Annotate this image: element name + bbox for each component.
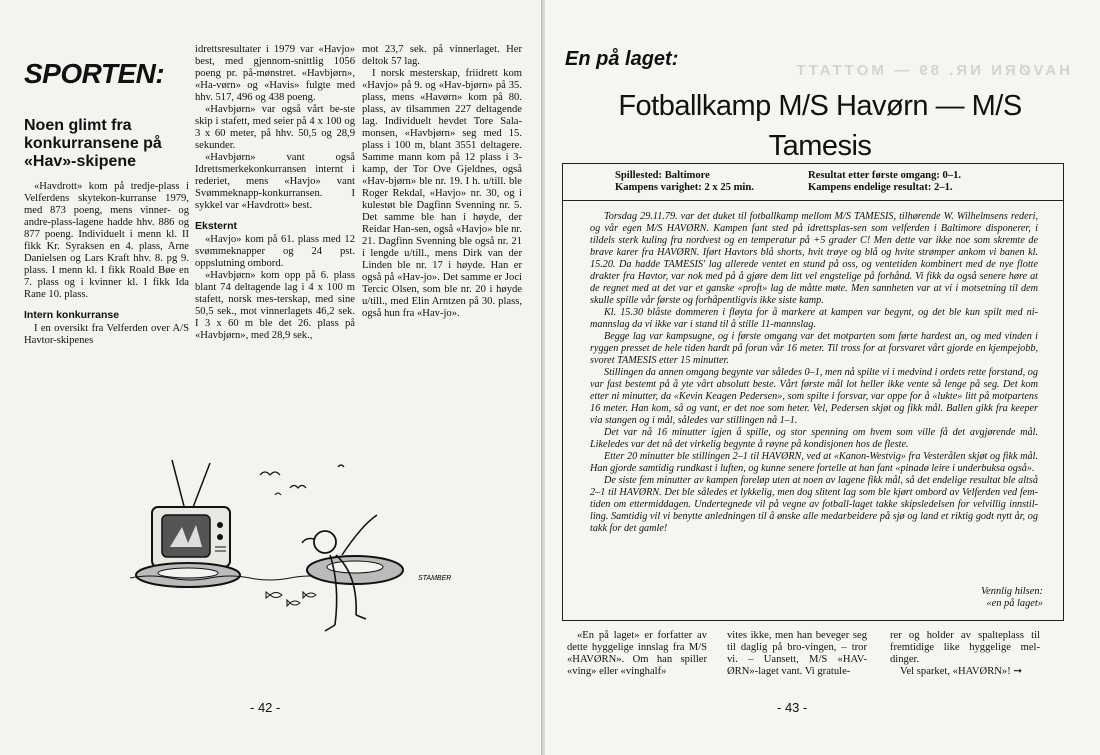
column-1 [24, 181, 189, 347]
column-2 [195, 44, 355, 342]
signoff [981, 586, 1043, 610]
bleed-through-text: HAVØRN NR. 89 — MOTTATT [793, 62, 1070, 79]
column-3 [362, 44, 522, 320]
article-kicker: En på laget: [565, 48, 679, 70]
paragraph: I norsk mesterskap, friidrett kom «Havjo» på 9. og «Hav-bjørn» på 35. plass, mens «Havørn» kom på 80. plass, av tilsammen 227 deltagende lag. Individuelt hevdet Tore Sala-monsen, «Havbjørn» seg med 15. plass i 100 m, blant 3551 deltagere. Samme mann kom på 12 plass i 3-kamp, der Tor Ove Gjeldnes, også «Hav-bjørn» ble nr. 19. I h. u/till. ble Roger Rekdal, «Havjo» nr. 30, og i kulestøt ble Dagfinn Svenning nr. 5. Det samme ble han i høyde, der Reidar Han-sen, også «Havjo» ble nr. 21. Dagfinn Svenning ble også nr. 21 i lengde u/till., mens Dirk van der Linden ble nr. 17 i høyde. Han er også på «Hav-jo». Det samme er Joci Tercic Olsen, som ble nr. 20 i høyde u/till., med Elin Arntzen på 30. plass, også hun fra «Hav-jo». [362, 68, 522, 319]
editor-note-col-2 [727, 630, 867, 678]
paragraph: Det var nå 16 minutter igjen å spille, og stor spenning om hvem som ville få det avgjørende mål. Likeledes var det nå det virkelig begynte å røyne på kondisjonen hos de fleste. [590, 427, 1038, 450]
page-number: - 43 - [777, 700, 808, 715]
paragraph: Kl. 15.30 blåste dommeren i fløyta for å markere at kampen var begynt, og det ble kun spilt med ni-mannslag da vi ikke var i stand til å stille 11-mannslag. [590, 307, 1038, 330]
paragraph: Begge lag var kampsugne, og i første omgang var det motparten som førte hardest an, og med vinden i ryggen presset de hele tiden hardt på foran vår 16 meter. Til tross for at forsvaret vårt gjorde en kjempejobb, svoret TAMESIS etter 15 minutter. [590, 331, 1038, 366]
paragraph: vites ikke, men han beveger seg til daglig på bro-vingen, – tror vi. – Uansett, M/S «HAV-ØRN»-laget vant. Vi gratule- [727, 630, 867, 677]
paragraph: «Havbjørn» vant også Idrettsmerkekonkurransen internt i rederiet, mens «Havjo» vant Svømmeknapp-konkurransen. I sykkel var «Havdrott» best. [195, 152, 355, 211]
paragraph: Torsdag 29.11.79. var det duket til fotballkamp mellom M/S TAMESIS, tilhørende W. Wilhelmsens rederi, og vår egen M/S HAVØRN. Kampen fant sted på idrettsplas-sen som velferden i Baltimore disponerer, i tildels sterk kuling fra nordvest og en temperatur på +5 grader C! Men dette var ikke noe som skremte de brave karer fra HAVØRN. Iført Havtors blå shorts, hvit trøye og blå og hvite strømper ankom vi banen kl. 15.20. Da hadde TAMESIS' lag allerede ventet en stund på oss, og ventetiden kombinert med de nye flotte drakter fra Havtor, var nok med på å gjøre dem litt vel engstelige på forhånd. Vi fikk da også senere høre at de regnet med at det var et ganske «proft» lag de måtte møte. Men sannheten var at vi i motsetning til dem skulle spille vår første og forhåpentligvis ikke siste kamp. [590, 211, 1038, 306]
venue: Spillested: Baltimore [615, 170, 710, 181]
paragraph: Stillingen da annen omgang begynte var således 0–1, men nå spilte vi i medvind i ordets rette forstand, og var fast bestemt på å yte vårt absolutt beste. Vårt første mål lot heller ikke vente så lenge på seg. Det kom etter ni minutter, da «Kevin Keagen Pedersen», som spilte i forsvar, var oppe for å «lukte» litt på motpartens 16 meter. Han kom, så og vant, er det noe som heter. Vel, Pedersen skjøt og fikk mål. Ballen gikk fra keeper via stangen og i mål, således var stillingen nå 1–1. [590, 367, 1038, 426]
paragraph: «Havbjørn» var også vårt be-ste skip i stafett, med seier på 4 x 100 og 3 x 60 meter, på hhv. 50,5 og 28,9 sekunder. [195, 104, 355, 151]
paragraph: «Havbjørn» kom opp på 6. plass blant 74 deltagende lag i 4 x 100 m stafett, norsk mes-terskap, med sine 50,5 sek., mot vinnerlagets 46,2 sek. I 3 x 60 m ble det 26. plass på «Havbjørn», med 28,9 sek., [195, 270, 355, 341]
page-number: - 42 - [250, 700, 281, 715]
artist-signature: STAMBER [418, 575, 452, 582]
section-subheading: Eksternt [195, 220, 238, 232]
final-result: Kampens endelige resultat: 2–1. [808, 182, 953, 193]
paragraph: De siste fem minutter av kampen foreløp uten at noen av lagene fikk mål, så det endelige resultat ble altså 2–1 til HAVØRN. Det ble således et lykkelig, men dog slitent lag som ble kjørt ombord av Velferden ved fem-tiden om ettermiddagen. Undertegnede vil på vegne av fotball-laget takke skipsledelsen for velvillig innstil-ling. Samtidig vil vi benytte anledningen til å ønske alle medarbeidere på sjø og land et riktig godt nytt år, og takk for det gamle! [590, 475, 1038, 534]
signoff-greeting: Vennlig hilsen: [980, 586, 1043, 597]
section-heading: SPORTEN: [24, 58, 165, 89]
left-page [0, 0, 543, 755]
section-subheading: Intern konkurranse [24, 309, 120, 321]
halftime-result: Resultat etter første omgang: 0–1. [808, 170, 962, 181]
article-title: Fotballkamp M/S Havørn — M/S Tamesis [618, 90, 1022, 162]
paragraph: Vel sparket, «HAVØRN»! ➞ [900, 666, 1023, 677]
paragraph: mot 23,7 sek. på vinnerlaget. Her deltok 57 lag. [362, 44, 522, 67]
paragraph: rer og holder av spalteplass til fremtidige like hyggelige mel-dinger. [890, 630, 1040, 665]
paragraph: «En på laget» er forfatter av dette hyggelige innslag fra M/S «HAVØRN». Om han spiller «ving» eller «vinghalf» [567, 630, 707, 677]
editor-note-col-1 [567, 630, 707, 678]
paragraph: «Havjo» kom på 61. plass med 12 svømmeknapper og 24 pst. oppslutning ombord. [195, 234, 355, 269]
paragraph: «Havdrott» kom på tredje-plass i Velferdens skytekon-kurranse 1979, med 873 poeng, mens vinner- og andre-plass-lagene hadde hhv. 886 og 877 poeng. Individuelt i menn kl. II fikk Kr. Syraksen en 4. plass, Arne Danielsen og Lars Kraft hhv. 8. pg 9. plass. I menn kl. I fikk Roald Bøe en 7. plass og i kvinner kl. I fikk Ida Rane 10. plass. [24, 181, 189, 300]
match-info-left [615, 170, 754, 194]
paragraph: I en oversikt fra Velferden over A/S Havtor-skipenes [24, 323, 189, 346]
match-info-right [808, 170, 961, 194]
paragraph: idrettsresultater i 1979 var «Havjo» best, med gjennom-snittlig 1056 poeng pr. på-mønstret. «Havbjørn», «Ha-vørn» og «Havis» fulgte med hhv. 517, 496 og 438 poeng. [195, 44, 355, 103]
right-page [545, 0, 1100, 755]
cartoon-illustration [130, 455, 470, 640]
article-subheading: Noen glimt fra konkurransene på «Hav»-skipene [24, 117, 162, 170]
paragraph: Etter 20 minutter ble stillingen 2–1 til HAVØRN, ved at «Kanon-Westvig» fra Vesterålen skjøt og fikk mål. Han gjorde samtidig rundkast i luften, og kunne senere fortelle at han fant «pinadø leire i underbuksa også». [590, 451, 1038, 474]
match-report [590, 211, 1038, 535]
match-report-box [562, 200, 1064, 621]
editor-note-col-3 [890, 630, 1040, 678]
match-info-box [562, 163, 1064, 201]
signoff-name: «en på laget» [986, 598, 1043, 609]
duration: Kampens varighet: 2 x 25 min. [615, 182, 754, 193]
